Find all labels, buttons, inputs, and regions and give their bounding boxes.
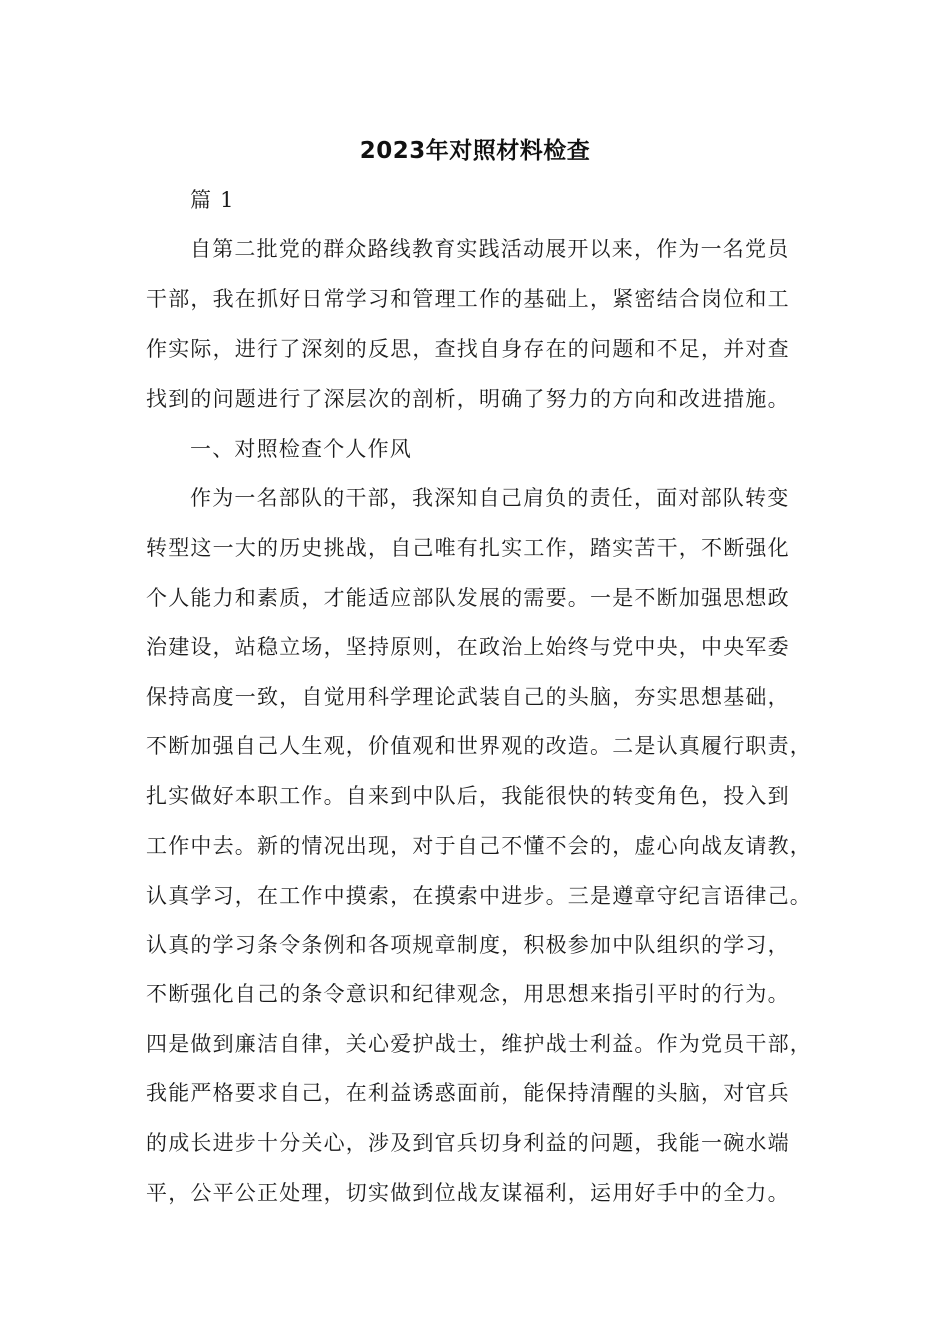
paragraph-line: 认真学习，在工作中摸索，在摸索中进步。三是遵章守纪言语律己。 bbox=[146, 884, 812, 908]
paragraph-line: 干部，我在抓好日常学习和管理工作的基础上，紧密结合岗位和工 bbox=[146, 287, 790, 311]
paragraph-line: 不断加强自己人生观，价值观和世界观的改造。二是认真履行职责， bbox=[146, 734, 812, 758]
paragraph-line: 平，公平公正处理，切实做到位战友谋福利，运用好手中的全力。 bbox=[146, 1181, 790, 1205]
paragraph-line: 不断强化自己的条令意识和纪律观念，用思想来指引平时的行为。 bbox=[146, 982, 790, 1006]
paragraph-line: 保持高度一致，自觉用科学理论武装自己的头脑，夯实思想基础， bbox=[146, 685, 790, 709]
section-label: 篇 1 bbox=[190, 188, 235, 212]
paragraph-line: 的成长进步十分关心，涉及到官兵切身利益的问题，我能一碗水端 bbox=[146, 1131, 790, 1155]
paragraph-line: 工作中去。新的情况出现，对于自己不懂不会的，虚心向战友请教， bbox=[146, 834, 812, 858]
paragraph-line: 四是做到廉洁自律，关心爱护战士，维护战士利益。作为党员干部， bbox=[146, 1032, 812, 1056]
paragraph-line: 认真的学习条令条例和各项规章制度，积极参加中队组织的学习， bbox=[146, 933, 790, 957]
paragraph-line: 治建设，站稳立场，坚持原则，在政治上始终与党中央，中央军委 bbox=[146, 635, 790, 659]
section-heading: 一、对照检查个人作风 bbox=[190, 437, 412, 461]
paragraph-line: 个人能力和素质，才能适应部队发展的需要。一是不断加强思想政 bbox=[146, 586, 790, 610]
paragraph-line: 找到的问题进行了深层次的剖析，明确了努力的方向和改进措施。 bbox=[146, 387, 790, 411]
paragraph-line: 作实际，进行了深刻的反思，查找自身存在的问题和不足，并对查 bbox=[146, 337, 790, 361]
paragraph-line: 转型这一大的历史挑战，自己唯有扎实工作，踏实苦干，不断强化 bbox=[146, 536, 790, 560]
document-title: 2023年对照材料检查 bbox=[359, 138, 591, 164]
paragraph-line: 作为一名部队的干部，我深知自己肩负的责任，面对部队转变 bbox=[190, 486, 790, 510]
paragraph-line: 自第二批党的群众路线教育实践活动展开以来，作为一名党员 bbox=[190, 237, 790, 261]
paragraph-line: 扎实做好本职工作。自来到中队后，我能很快的转变角色，投入到 bbox=[146, 784, 790, 808]
paragraph-line: 我能严格要求自己，在利益诱惑面前，能保持清醒的头脑，对官兵 bbox=[146, 1081, 790, 1105]
